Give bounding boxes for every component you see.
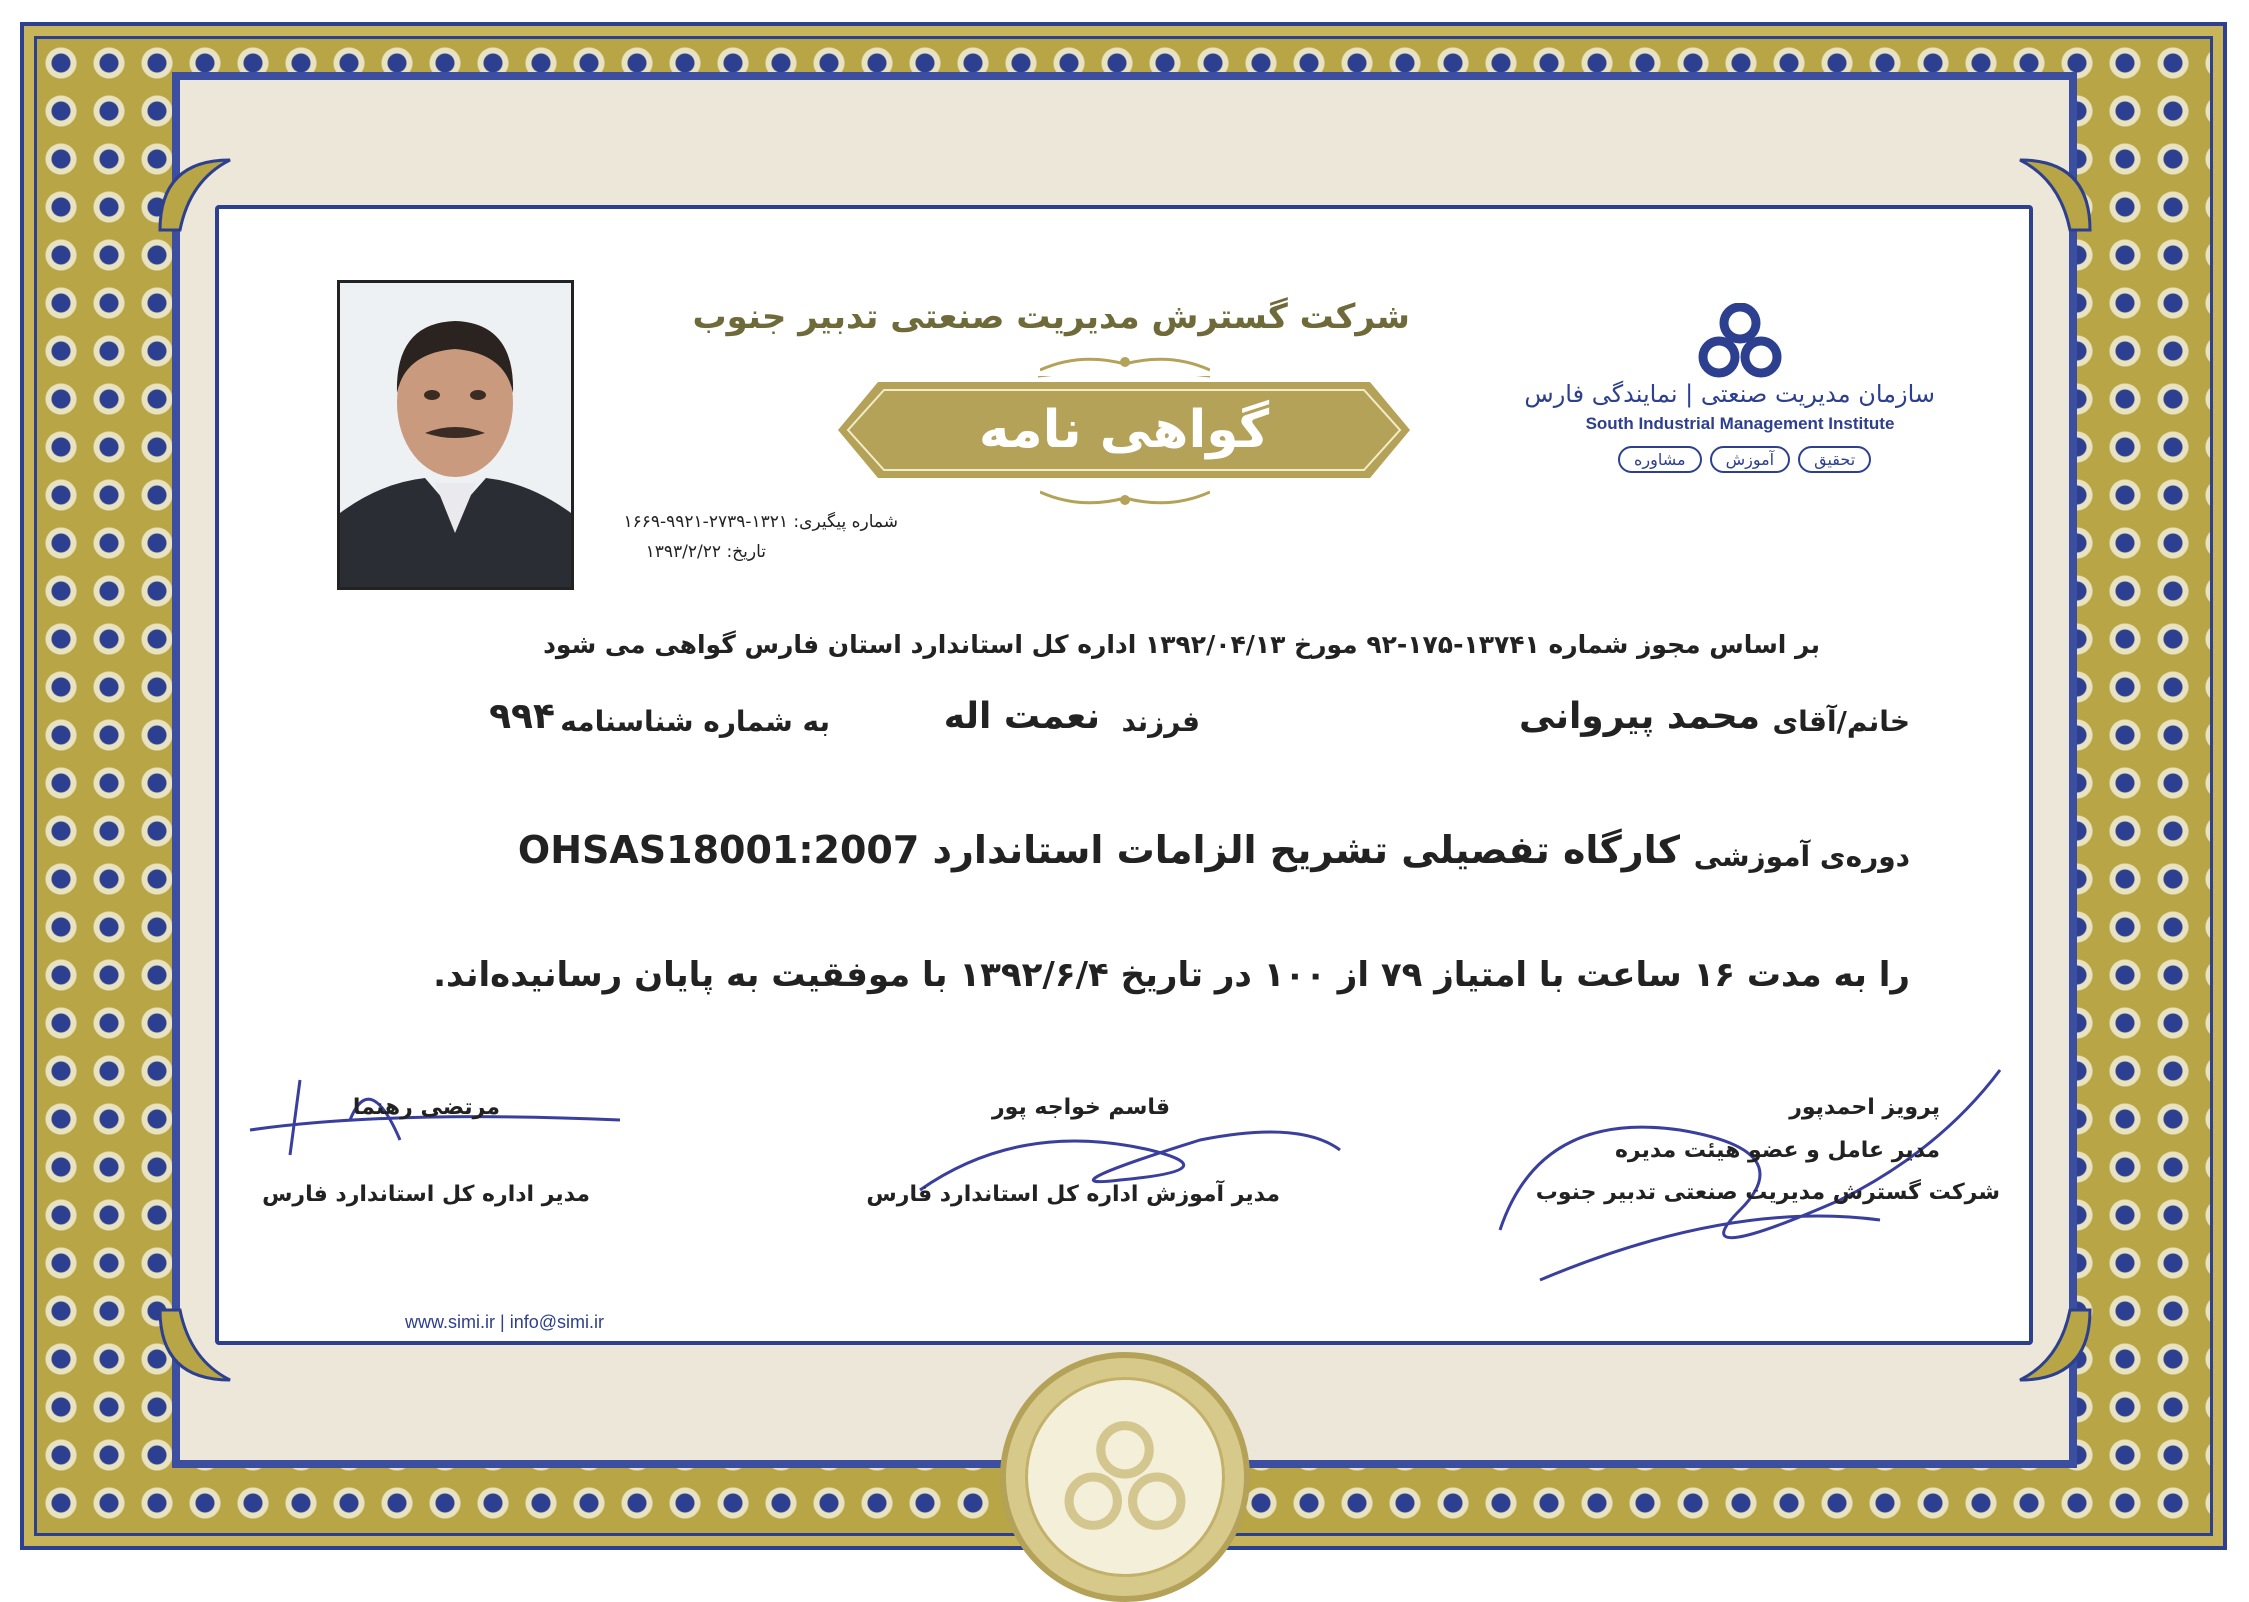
institute-name-fa: سازمان مدیریت صنعتی | نمایندگی فارس <box>1524 380 1935 408</box>
completion-line: را به مدت ۱۶ ساعت با امتیاز ۷۹ از ۱۰۰ در تاریخ ۱۳۹۲/۶/۴ با موفقیت به پایان رسانیده‌اند. <box>433 955 1910 995</box>
tracking-date: تاریخ: ۱۳۹۳/۲/۲۲ <box>645 542 766 562</box>
course-label: دوره‌ی آموزشی <box>1693 840 1910 873</box>
signatory-3-title: مدیر اداره کل استاندارد فارس <box>262 1182 590 1207</box>
signatory-1-title: مدیر عامل و عضو هیئت مدیره <box>1614 1138 1940 1163</box>
signatory-1-name: پرویز احمدپور <box>1789 1095 1940 1120</box>
holder-photo <box>337 280 574 590</box>
certificate-title: گواهی نامه <box>978 400 1270 460</box>
company-name: شرکت گسترش مدیریت صنعتی تدبیر جنوب <box>692 297 1410 337</box>
email-link[interactable]: info@simi.ir <box>509 1312 604 1332</box>
institute-services <box>1610 446 1870 473</box>
flourish-icon <box>1040 352 1210 376</box>
website-link[interactable]: www.simi.ir <box>405 1312 495 1332</box>
holder-name: محمد پیروانی <box>1519 696 1760 737</box>
signatory-3-name: مرتضی رهنما <box>352 1095 500 1120</box>
footer-contact: www.simi.ir | info@simi.ir <box>405 1312 604 1332</box>
id-label: به شماره شناسنامه <box>560 705 830 738</box>
service-pill: مشاوره <box>1618 446 1702 473</box>
father-name: نعمت اله <box>943 696 1100 737</box>
license-line: بر اساس مجوز شماره ۱۳۷۴۱-۱۷۵-۹۲ مورخ ۱۳۹۲/۰۴/۱۳ اداره کل استاندارد استان فارس گواهی می شود <box>543 630 1820 659</box>
name-label: خانم/آقای <box>1772 705 1910 738</box>
service-pill: آموزش <box>1710 446 1791 473</box>
tracking-number: شماره پیگیری: ۱۳۲۱-۲۷۳۹-۹۹۲۱-۱۶۶۹ <box>623 512 898 532</box>
seal-logo-icon <box>1060 1412 1190 1542</box>
course-name: کارگاه تفصیلی تشریح الزامات استاندارد OHSAS18001:2007 <box>517 828 1680 872</box>
id-number: ۹۹۴ <box>489 696 555 737</box>
flourish-icon <box>1040 486 1210 510</box>
service-pill: تحقیق <box>1798 446 1871 473</box>
institute-logo-icon <box>1697 303 1783 379</box>
signatory-2-title: مدیر آموزش اداره کل استاندارد فارس <box>866 1182 1280 1207</box>
signatory-2-name: قاسم خواجه پور <box>992 1095 1170 1120</box>
father-label: فرزند <box>1121 705 1200 738</box>
institute-name-en: South Industrial Management Institute <box>1585 414 1895 433</box>
signatory-1-org: شرکت گسترش مدیریت صنعتی تدبیر جنوب <box>1535 1180 2000 1205</box>
